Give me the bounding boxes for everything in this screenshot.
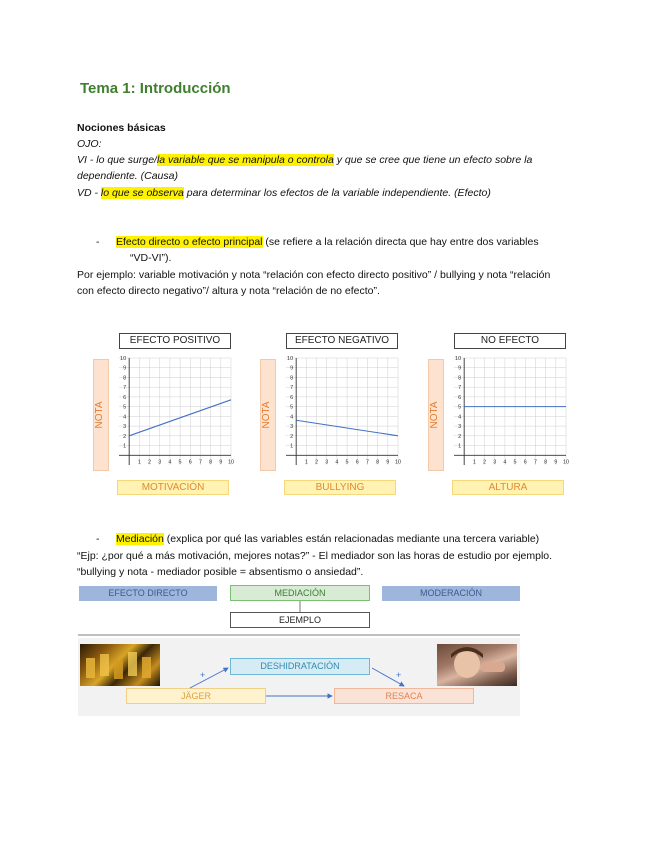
y-tick-label: 9 [290, 365, 294, 372]
chart-title: EFECTO POSITIVO [119, 333, 231, 349]
y-tick-label: 7 [123, 385, 127, 392]
y-tick-label: 4 [123, 414, 127, 421]
y-tick-label: 1 [123, 443, 127, 450]
x-tick-label: 10 [227, 459, 235, 466]
bullet2-dash: - [96, 533, 100, 545]
arrow-jager-deshidratacion [190, 668, 228, 688]
x-tick-label: 6 [355, 459, 359, 466]
x-tick-label: 2 [315, 459, 319, 466]
x-tick-label: 7 [365, 459, 369, 466]
x-tick-label: 2 [483, 459, 487, 466]
y-tick-label: 9 [123, 365, 127, 372]
y-tick-label: 6 [123, 394, 127, 401]
y-axis-label: NOTA [94, 401, 105, 429]
plus-sign-right: + [396, 670, 402, 680]
x-tick-label: 9 [554, 459, 558, 466]
example1-line2: con efecto directo negativo”/ altura y nota “relación de no efecto”. [77, 285, 380, 297]
y-tick-label: 8 [290, 375, 294, 382]
y-tick-label: 5 [290, 404, 294, 411]
example2-line1: “Ejp: ¿por qué a más motivación, mejores notas?” - El mediador son las horas de estudio por ejemplo. [77, 550, 553, 562]
x-tick-label: 6 [523, 459, 527, 466]
y-tick-label: 7 [458, 385, 462, 392]
bullet1-line2: “VD-VI”). [130, 252, 172, 264]
ejemplo-box: EJEMPLO [230, 612, 370, 628]
y-tick-label: 4 [458, 414, 462, 421]
bullet1-dash: - [96, 236, 100, 248]
x-tick-label: 2 [148, 459, 152, 466]
y-tick-label: 3 [290, 424, 294, 431]
y-tick-label: 6 [290, 394, 294, 401]
y-axis-label: NOTA [429, 401, 440, 429]
section-heading: Nociones básicas [77, 122, 166, 134]
x-tick-label: 9 [219, 459, 223, 466]
x-tick-label: 10 [394, 459, 402, 466]
x-tick-label: 4 [335, 459, 339, 466]
x-tick-label: 3 [158, 459, 162, 466]
y-tick-label: 3 [123, 424, 127, 431]
x-tick-label: 10 [562, 459, 570, 466]
x-axis-label: ALTURA [452, 480, 564, 495]
efecto-directo-box: EFECTO DIRECTO [79, 586, 217, 601]
y-tick-label: 2 [458, 433, 462, 440]
vd-highlight: lo que se observa [100, 187, 184, 199]
y-tick-label: 2 [290, 433, 294, 440]
vi-definition-line2: dependiente. (Causa) [77, 170, 178, 182]
vi-suffix: y que se cree que tiene un efecto sobre la [333, 154, 533, 166]
y-tick-label: 7 [290, 385, 294, 392]
resaca-box: RESACA [334, 688, 474, 704]
x-tick-label: 1 [137, 459, 141, 466]
ojo-label: OJO: [77, 138, 102, 150]
vd-prefix: VD - [77, 187, 101, 199]
y-tick-label: 8 [458, 375, 462, 382]
chart-title: EFECTO NEGATIVO [286, 333, 398, 349]
y-tick-label: 10 [455, 356, 462, 362]
x-tick-label: 4 [168, 459, 172, 466]
x-tick-label: 8 [544, 459, 548, 466]
x-tick-label: 7 [198, 459, 202, 466]
y-tick-label: 2 [123, 433, 127, 440]
y-tick-label: 5 [458, 404, 462, 411]
example2-line2: “bullying y nota - mediador posible = absentismo o ansiedad”. [77, 566, 364, 578]
y-tick-label: 4 [290, 414, 294, 421]
x-tick-label: 6 [188, 459, 192, 466]
x-tick-label: 5 [345, 459, 349, 466]
bullet1-highlight: Efecto directo o efecto principal [116, 236, 263, 248]
jager-box: JÄGER [126, 688, 266, 704]
vi-highlight: la variable que se manipula o controla [156, 154, 334, 166]
x-tick-label: 1 [304, 459, 308, 466]
vi-prefix: VI - lo que surge/ [77, 154, 157, 166]
y-tick-label: 8 [123, 375, 127, 382]
mediacion-box: MEDIACIÓN [230, 585, 370, 601]
x-tick-label: 5 [513, 459, 517, 466]
x-tick-label: 3 [325, 459, 329, 466]
vd-suffix: para determinar los efectos de la variable independiente. (Efecto) [183, 187, 491, 199]
x-tick-label: 3 [493, 459, 497, 466]
bullet2-suffix: (explica por qué las variables están relacionadas mediante una tercera variable) [163, 533, 540, 545]
x-tick-label: 9 [386, 459, 390, 466]
x-tick-label: 8 [376, 459, 380, 466]
y-tick-label: 1 [458, 443, 462, 450]
y-tick-label: 10 [287, 356, 294, 362]
x-tick-label: 7 [533, 459, 537, 466]
x-tick-label: 8 [209, 459, 213, 466]
bullet2-highlight: Mediación [116, 533, 164, 545]
moderacion-box: MODERACIÓN [382, 586, 520, 601]
y-tick-label: 6 [458, 394, 462, 401]
y-tick-label: 1 [290, 443, 294, 450]
x-tick-label: 1 [472, 459, 476, 466]
plus-sign-left: + [200, 670, 206, 680]
bullet1-suffix: (se refiere a la relación directa que hay entre dos variables [262, 236, 539, 248]
y-tick-label: 3 [458, 424, 462, 431]
chart-title: NO EFECTO [454, 333, 566, 349]
x-axis-label: BULLYING [284, 480, 396, 495]
y-tick-label: 5 [123, 404, 127, 411]
y-tick-label: 10 [120, 356, 127, 362]
y-axis-label: NOTA [261, 401, 272, 429]
x-axis-label: MOTIVACIÓN [117, 480, 229, 495]
x-tick-label: 4 [503, 459, 507, 466]
example1-line1: Por ejemplo: variable motivación y nota “relación con efecto directo positivo” / bullying y nota “relación [77, 269, 551, 281]
x-tick-label: 5 [178, 459, 182, 466]
deshidratacion-box: DESHIDRATACIÓN [230, 658, 370, 675]
y-tick-label: 9 [458, 365, 462, 372]
page-title: Tema 1: Introducción [80, 80, 231, 97]
